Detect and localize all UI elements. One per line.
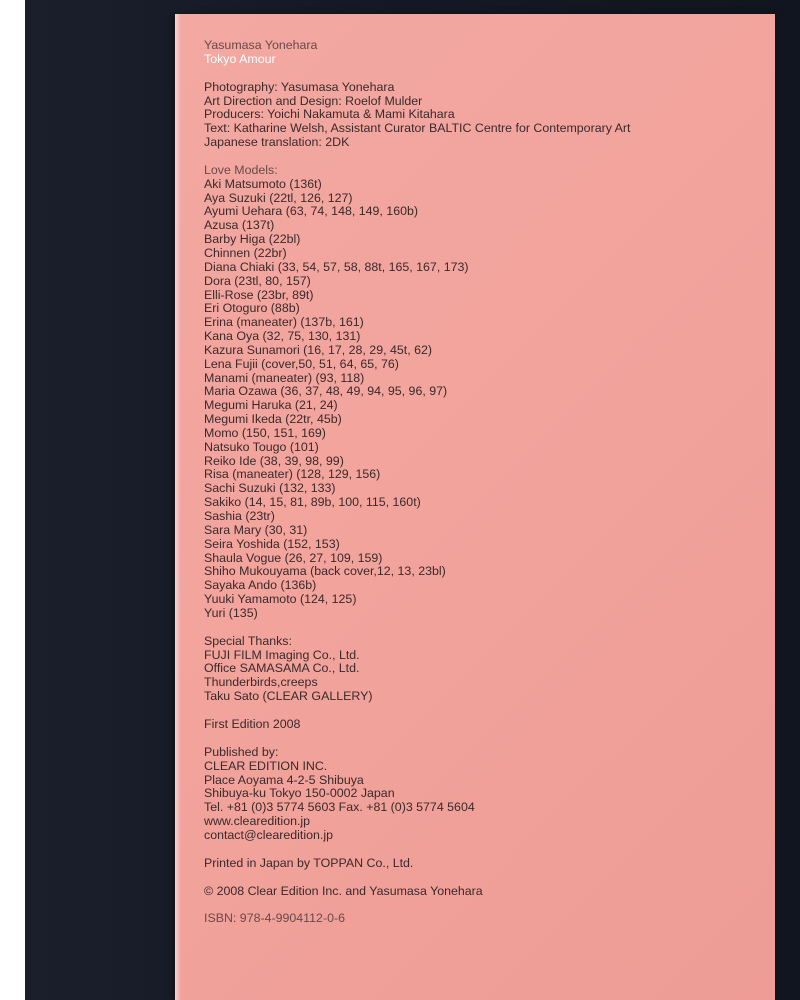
- model-item: Aya Suzuki (22tl, 126, 127): [204, 190, 353, 205]
- model-item: Seira Yoshida (152, 153): [204, 536, 340, 551]
- copyright-line: © 2008 Clear Edition Inc. and Yasumasa Yonehara: [204, 883, 483, 898]
- colophon-text: [204, 39, 764, 926]
- model-item: Diana Chiaki (33, 54, 57, 58, 88t, 165, 167, 173): [204, 259, 469, 274]
- model-item: Manami (maneater) (93, 118): [204, 370, 365, 385]
- isbn-block: [204, 912, 764, 926]
- model-item: Risa (maneater) (128, 129, 156): [204, 467, 381, 482]
- model-item: Barby Higa (22bl): [204, 232, 301, 247]
- thanks-item: Thunderbirds,creeps: [204, 675, 318, 690]
- printed-line: Printed in Japan by TOPPAN Co., Ltd.: [204, 855, 414, 870]
- model-item: Azusa (137t): [204, 218, 275, 233]
- model-item: Ayumi Uehara (63, 74, 148, 149, 160b): [204, 204, 418, 219]
- model-item: Reiko Ide (38, 39, 98, 99): [204, 453, 344, 468]
- publisher-line: Place Aoyama 4-2-5 Shibuya: [204, 772, 364, 787]
- model-item: Natsuko Tougo (101): [204, 439, 319, 454]
- edition-line: First Edition 2008: [204, 716, 301, 731]
- publisher-heading: Published by:: [204, 744, 279, 759]
- thanks-item: FUJI FILM Imaging Co., Ltd.: [204, 647, 360, 662]
- model-item: Momo (150, 151, 169): [204, 425, 326, 440]
- publisher-block: [204, 746, 764, 843]
- credit-line: Text: Katharine Welsh, Assistant Curator BALTIC Centre for Contemporary Art: [204, 121, 631, 136]
- model-item: Megumi Haruka (21, 24): [204, 398, 338, 413]
- publisher-line: contact@clearedition.jp: [204, 827, 333, 842]
- publisher-line: www.clearedition.jp: [204, 814, 311, 829]
- publisher-line: CLEAR EDITION INC.: [204, 758, 328, 773]
- edition-block: [204, 718, 764, 732]
- credit-line: Art Direction and Design: Roelof Mulder: [204, 93, 423, 108]
- thanks-item: Office SAMASAMA Co., Ltd.: [204, 661, 360, 676]
- model-item: Yuri (135): [204, 605, 258, 620]
- models-block: [204, 164, 764, 621]
- model-item: Kazura Sunamori (16, 17, 28, 29, 45t, 62): [204, 342, 432, 357]
- model-item: Chinnen (22br): [204, 245, 287, 260]
- printed-block: [204, 857, 764, 871]
- publisher-line: Tel. +81 (0)3 5774 5603 Fax. +81 (0)3 5774 5604: [204, 800, 475, 815]
- credit-line: Producers: Yoichi Nakamuta & Mami Kitahara: [204, 107, 455, 122]
- model-item: Megumi Ikeda (22tr, 45b): [204, 412, 342, 427]
- model-item: Maria Ozawa (36, 37, 48, 49, 94, 95, 96, 97): [204, 384, 448, 399]
- isbn-line: ISBN: 978-4-9904112-0-6: [204, 911, 345, 926]
- model-item: Shaula Vogue (26, 27, 109, 159): [204, 550, 383, 565]
- credit-line: Photography: Yasumasa Yonehara: [204, 79, 395, 94]
- model-item: Elli-Rose (23br, 89t): [204, 287, 314, 302]
- model-item: Yuuki Yamamoto (124, 125): [204, 592, 357, 607]
- model-item: Sayaka Ando (136b): [204, 578, 317, 593]
- model-item: Sachi Suzuki (132, 133): [204, 481, 336, 496]
- model-item: Erina (maneater) (137b, 161): [204, 315, 364, 330]
- credits-block: [204, 81, 764, 150]
- model-item: Sakiko (14, 15, 81, 89b, 100, 115, 160t): [204, 495, 421, 510]
- model-item: Sara Mary (30, 31): [204, 522, 308, 537]
- copyright-block: [204, 885, 764, 899]
- colophon-page: [175, 14, 775, 1000]
- model-item: Shiho Mukouyama (back cover,12, 13, 23bl): [204, 564, 446, 579]
- model-item: Dora (23tl, 80, 157): [204, 273, 311, 288]
- model-item: Kana Oya (32, 75, 130, 131): [204, 329, 361, 344]
- thanks-item: Taku Sato (CLEAR GALLERY): [204, 689, 373, 704]
- author-name: Yasumasa Yonehara: [204, 38, 318, 52]
- publisher-line: Shibuya-ku Tokyo 150-0002 Japan: [204, 786, 395, 801]
- credit-line: Japanese translation: 2DK: [204, 135, 350, 150]
- model-item: Lena Fujii (cover,50, 51, 64, 65, 76): [204, 356, 399, 371]
- model-item: Sashia (23tr): [204, 509, 275, 523]
- model-item: Aki Matsumoto (136t): [204, 176, 322, 191]
- model-item: Eri Otoguro (88b): [204, 301, 300, 316]
- book-title: Tokyo Amour: [204, 51, 276, 66]
- thanks-heading: Special Thanks:: [204, 633, 292, 648]
- thanks-block: [204, 635, 764, 704]
- header-block: [204, 39, 764, 67]
- models-heading: Love Models:: [204, 162, 278, 177]
